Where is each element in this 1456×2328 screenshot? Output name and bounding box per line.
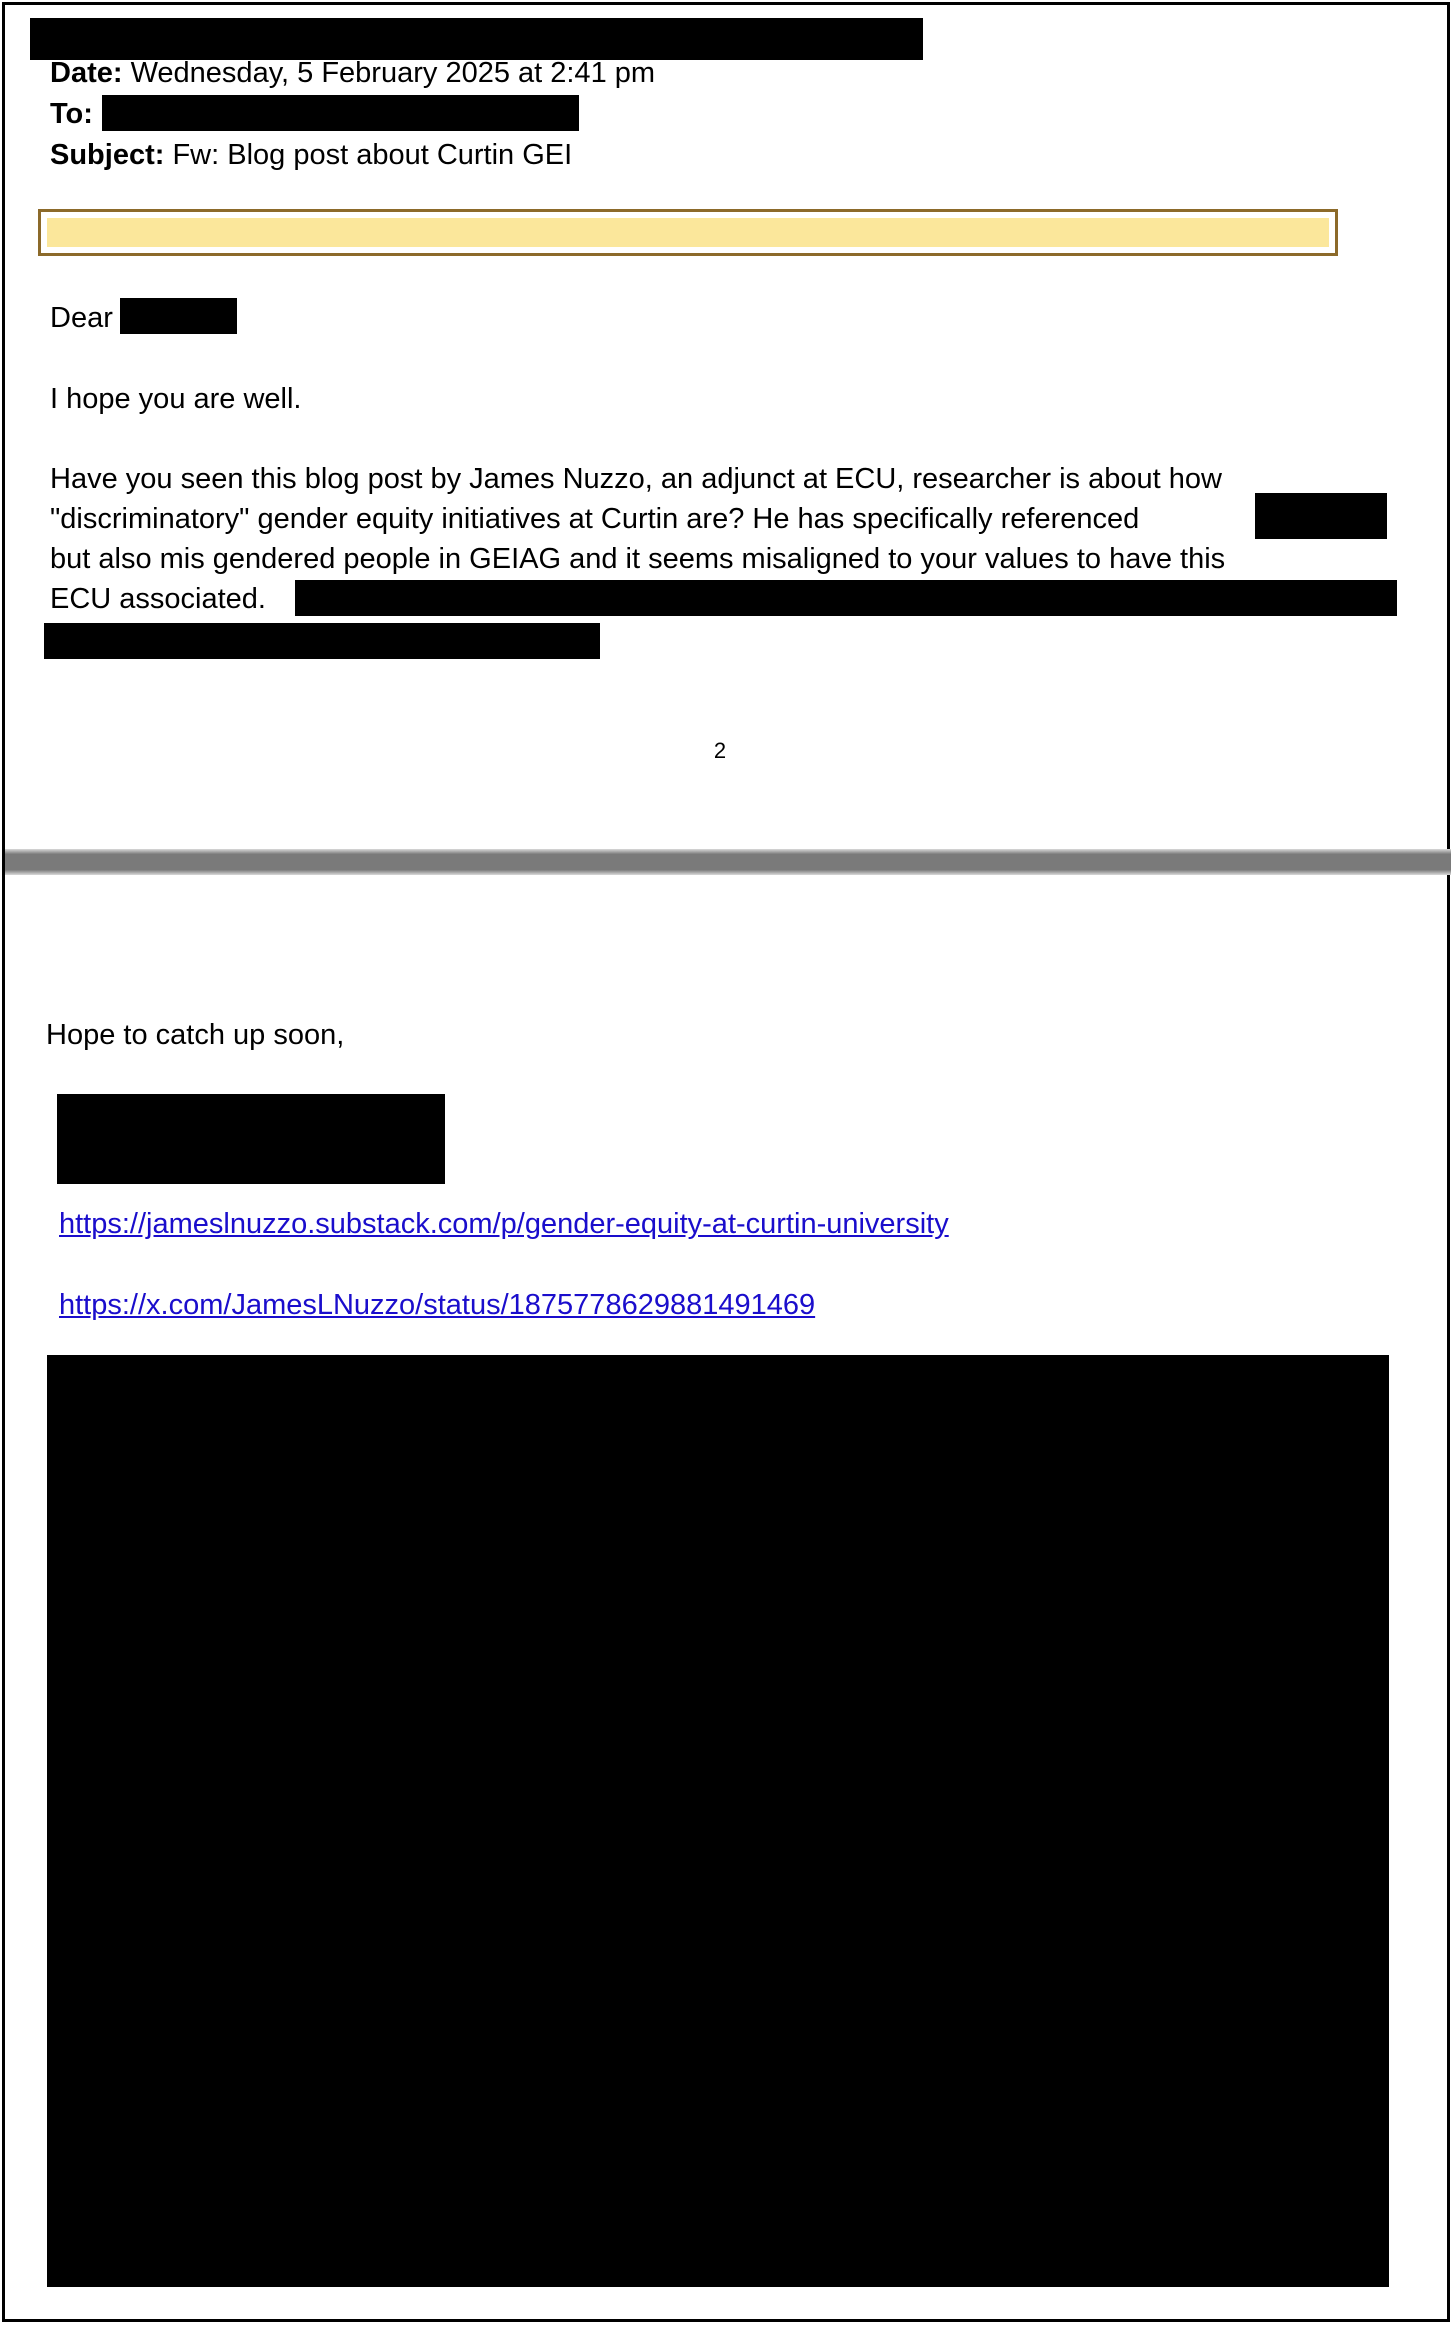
date-label: Date: [50,57,123,89]
greeting: Dear [50,302,113,334]
x-status-link[interactable]: https://x.com/JamesLNuzzo/status/1875778629881491469 [59,1289,816,1321]
paragraph-line-2: "discriminatory" gender equity initiatives at Curtin are? He has specifically referenced [50,503,1140,535]
date-line [50,56,655,90]
redacted-paragraph-end [295,580,1397,616]
page-break-separator [5,849,1451,875]
highlight-banner [38,209,1338,256]
redacted-from-line [30,18,923,60]
subject-label: Subject: [50,139,165,171]
to-line [50,97,93,131]
subject-line [50,138,572,172]
redacted-paragraph-continuation [44,623,600,659]
page-number: 2 [713,738,727,763]
redacted-greeting-name [120,298,237,334]
paragraph-line-1: Have you seen this blog post by James Nuzzo, an adjunct at ECU, researcher is about how [50,463,1222,495]
paragraph-line-3: but also mis gendered people in GEIAG and it seems misaligned to your values to have this [50,543,1226,575]
substack-link[interactable]: https://jameslnuzzo.substack.com/p/gender-equity-at-curtin-university [59,1208,949,1240]
date-value: Wednesday, 5 February 2025 at 2:41 pm [122,57,656,89]
wellbeing-line: I hope you are well. [50,383,302,415]
redacted-referenced-name [1255,493,1387,539]
subject-value: Fw: Blog post about Curtin GEI [164,139,573,171]
redacted-recipient [102,95,579,131]
to-label: To: [50,98,93,130]
redacted-signature [57,1094,445,1184]
closing-line: Hope to catch up soon, [46,1019,345,1051]
redacted-large-block [47,1355,1389,2287]
paragraph-line-4: ECU associated. [50,583,266,615]
highlight-banner-fill [47,218,1329,247]
